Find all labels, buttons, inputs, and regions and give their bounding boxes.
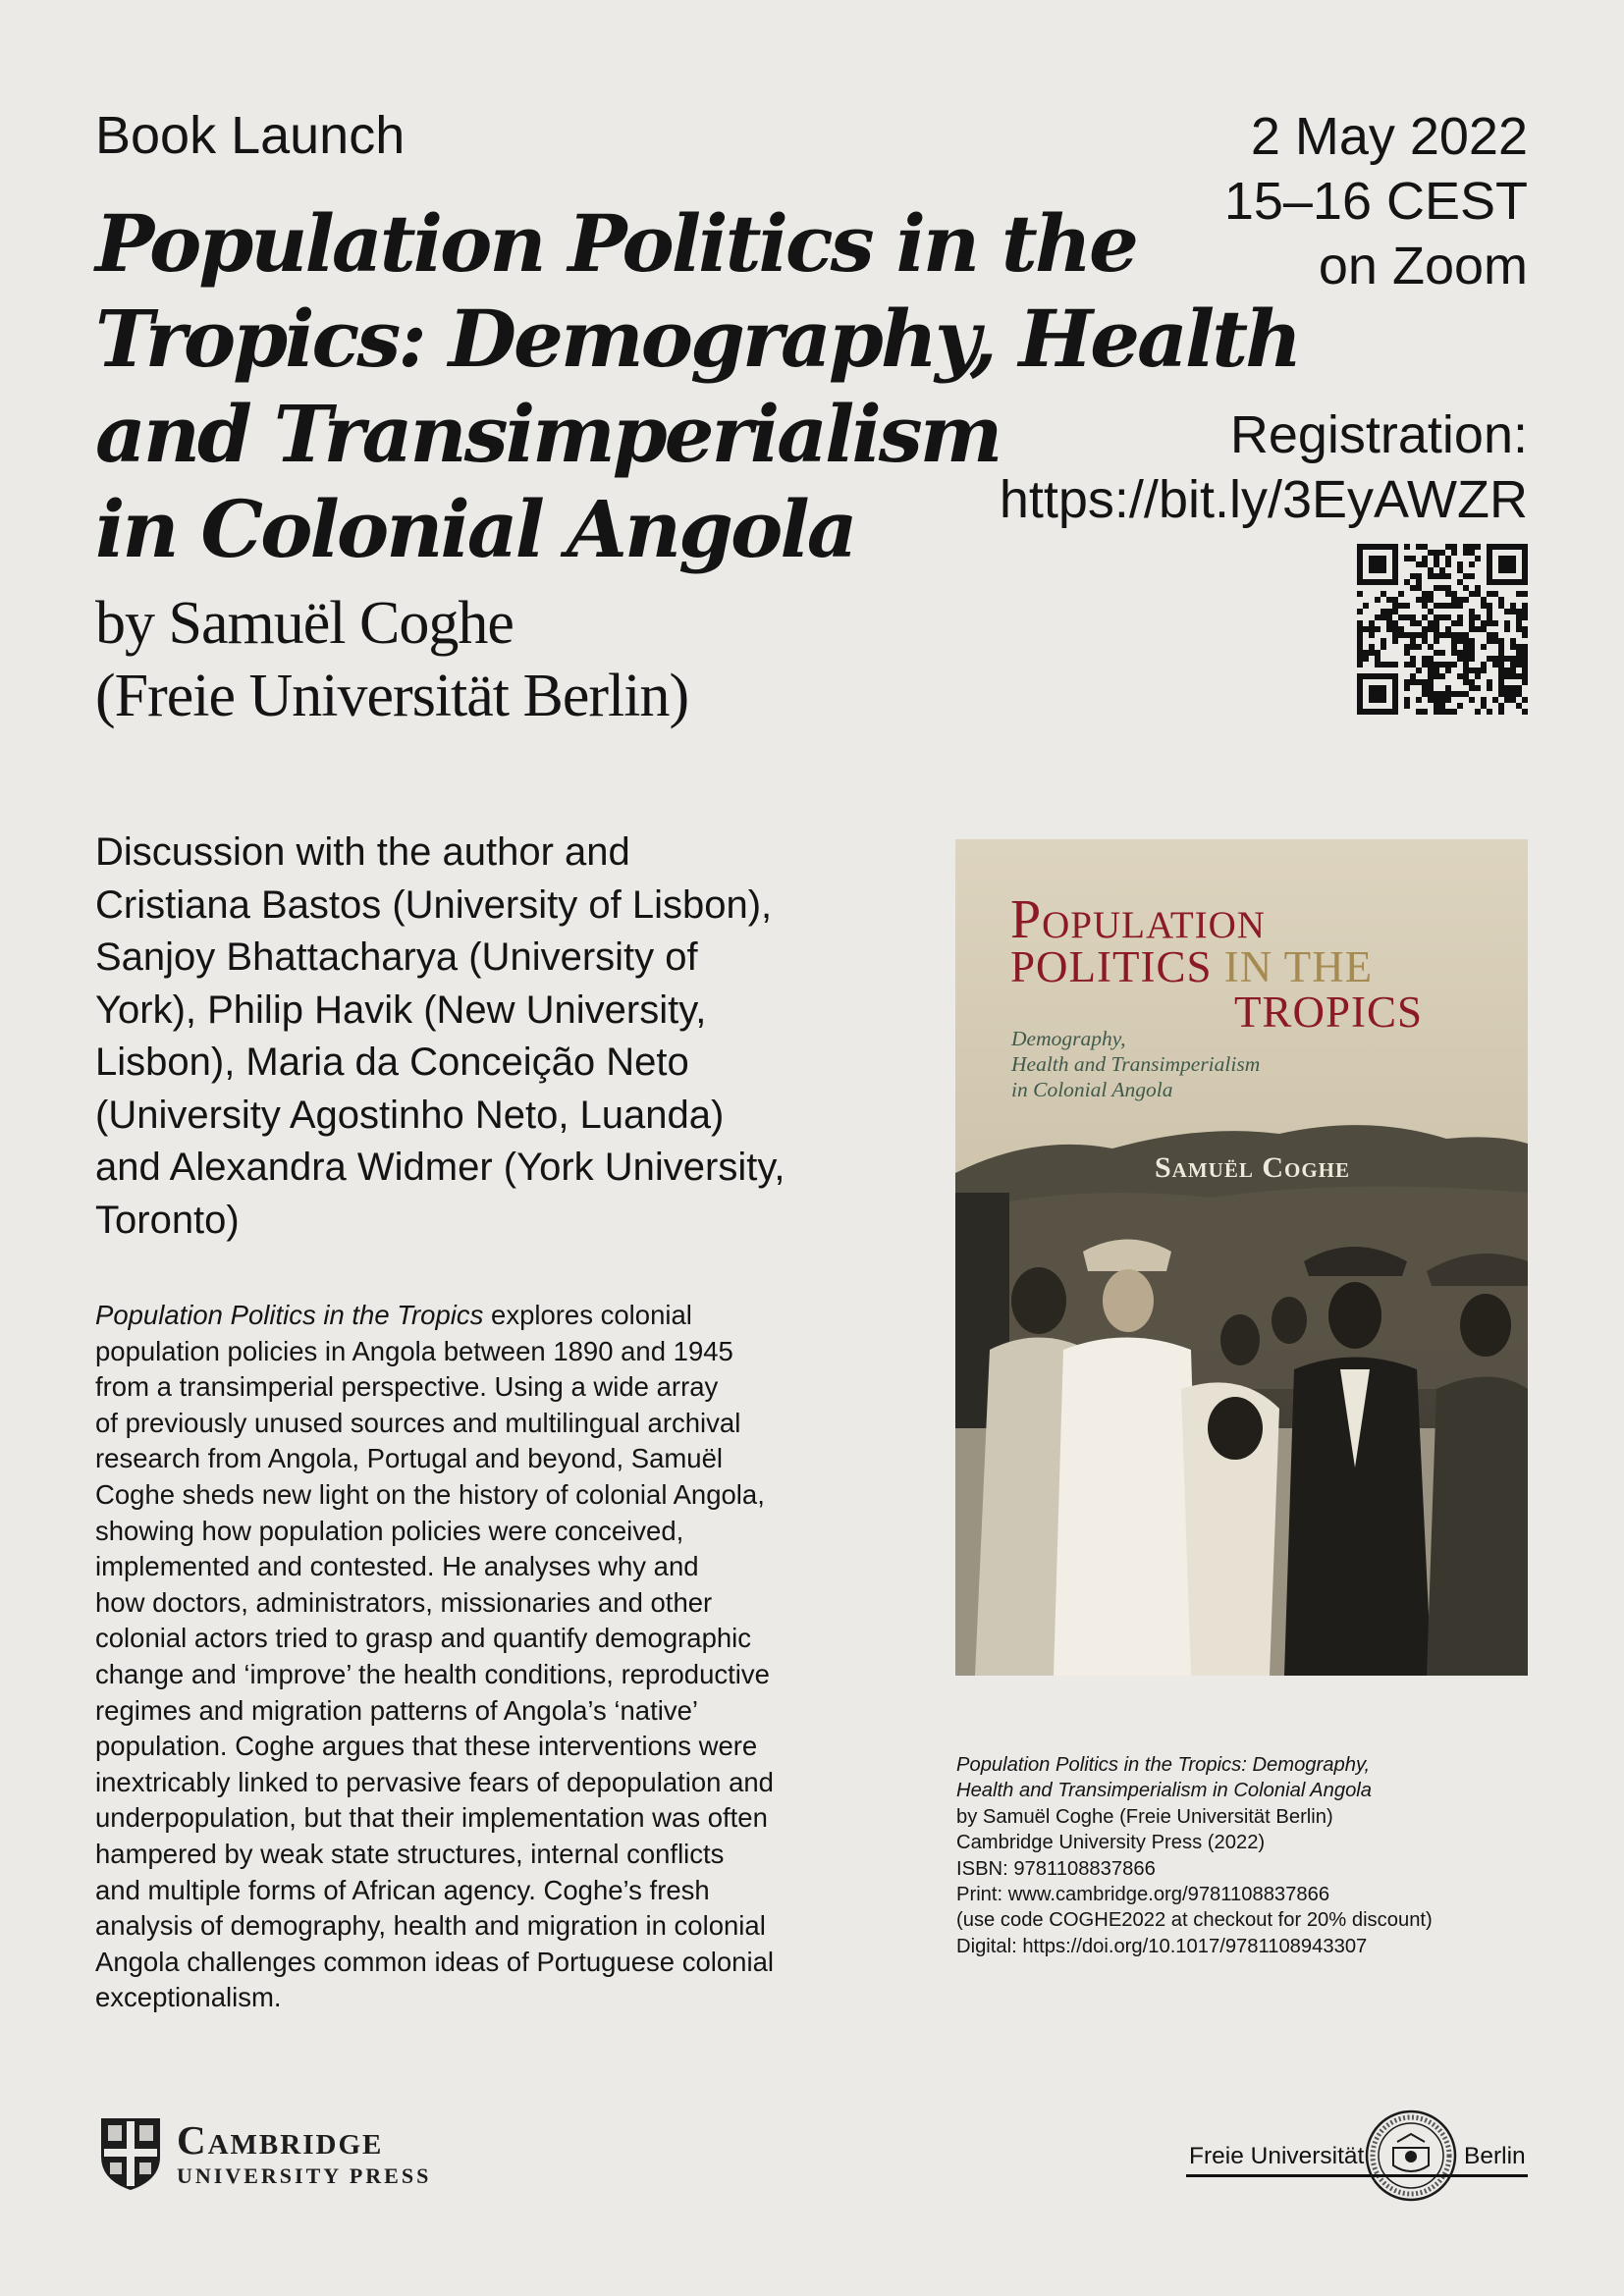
cover-title-in-the: IN THE — [1212, 942, 1374, 991]
description-line: analysis of demography, health and migration in colonial — [95, 1910, 766, 1942]
registration-link[interactable]: https://bit.ly/3EyAWZR — [999, 470, 1528, 529]
cambridge-shield-icon — [98, 2115, 163, 2192]
cover-subtitle-line: Demography, — [1011, 1027, 1126, 1050]
cover-subtitle — [1011, 1026, 1260, 1102]
discussion-line: Cristiana Bastos (University of Lisbon), — [95, 882, 773, 927]
fu-name-left: Freie Universität — [1189, 2143, 1365, 2169]
description-line: from a transimperial perspective. Using a wide array — [95, 1371, 719, 1403]
details-publisher: Cambridge University Press (2022) — [956, 1832, 1266, 1854]
description-text: explores colonial — [483, 1300, 692, 1330]
discussion-line: Toronto) — [95, 1198, 240, 1242]
cover-title-politics: POLITICS — [1010, 942, 1213, 991]
details-print-link[interactable]: Print: www.cambridge.org/9781108837866 — [956, 1884, 1330, 1906]
cover-subtitle-line: Health and Transimperialism — [1011, 1052, 1261, 1076]
book-title-line: Tropics: Demography, Health — [95, 293, 1300, 385]
book-details — [956, 1752, 1545, 1959]
book-cover — [955, 839, 1528, 1676]
description-line: exceptionalism. — [95, 1982, 282, 2013]
event-time: 15–16 CEST — [1223, 172, 1528, 231]
book-title-line: Population Politics in the — [95, 197, 1136, 290]
description-line — [95, 1298, 881, 1334]
cover-title-line-1: Population — [1010, 889, 1266, 950]
fu-name-right: Berlin — [1464, 2143, 1526, 2169]
details-title-line: Health and Transimperialism in Colonial Angola — [956, 1780, 1373, 1802]
author-affiliation: (Freie Universität Berlin) — [95, 663, 689, 729]
description-line: research from Angola, Portugal and beyond, Samuël — [95, 1443, 723, 1474]
cambridge-logo — [177, 2118, 431, 2189]
details-discount-code: (use code COGHE2022 at checkout for 20% discount) — [956, 1909, 1433, 1932]
author-name: by Samuël Coghe — [95, 590, 514, 657]
discussion-line: Discussion with the author and — [95, 830, 630, 874]
description-line: change and ‘improve’ the health conditions, reproductive — [95, 1658, 770, 1689]
cover-subtitle-line: in Colonial Angola — [1011, 1078, 1173, 1101]
description-line: showing how population policies were conceived, — [95, 1515, 684, 1546]
description-line: implemented and contested. He analyses why and — [95, 1551, 699, 1582]
discussion-line: (University Agostinho Neto, Luanda) — [95, 1093, 725, 1137]
description-line: population. Coghe argues that these interventions were — [95, 1731, 758, 1762]
description-line: regimes and migration patterns of Angola’s ‘native’ — [95, 1694, 699, 1726]
description-line: inextricably linked to pervasive fears of depopulation and — [95, 1766, 774, 1797]
details-author: by Samuël Coghe (Freie Universität Berlin) — [956, 1805, 1333, 1828]
event-type: Book Launch — [95, 106, 406, 165]
discussion-line: York), Philip Havik (New University, — [95, 988, 707, 1032]
discussion-panelists — [95, 827, 881, 1247]
fu-underline — [1186, 2174, 1528, 2177]
fu-seal-icon — [1364, 2109, 1458, 2203]
discussion-line: Sanjoy Bhattacharya (University of — [95, 935, 698, 979]
description-book-title: Population Politics in the Tropics — [95, 1300, 484, 1330]
event-venue: on Zoom — [1318, 237, 1528, 295]
details-isbn: ISBN: 9781108837866 — [956, 1857, 1156, 1880]
cambridge-subname: UNIVERSITY PRESS — [177, 2163, 432, 2188]
details-digital-link[interactable]: Digital: https://doi.org/10.1017/9781108943307 — [956, 1935, 1368, 1957]
cover-title-line-2 — [1010, 941, 1373, 992]
description-line: Coghe sheds new light on the history of colonial Angola, — [95, 1478, 765, 1510]
description-line: colonial actors tried to grasp and quantify demographic — [95, 1623, 752, 1654]
event-date: 2 May 2022 — [1250, 107, 1528, 166]
cambridge-name: Cambridge — [177, 2117, 384, 2163]
discussion-line: Lisbon), Maria da Conceição Neto — [95, 1041, 689, 1084]
details-title-line: Population Politics in the Tropics: Demography, — [956, 1754, 1371, 1776]
description-line: Angola challenges common ideas of Portuguese colonial — [95, 1946, 774, 1977]
book-author — [95, 587, 688, 732]
cover-author: Samuël Coghe — [1155, 1151, 1351, 1184]
description-line: population policies in Angola between 1890 and 1945 — [95, 1335, 733, 1366]
description-line: underpopulation, but that their implementation was often — [95, 1802, 768, 1834]
qr-code-icon[interactable] — [1357, 544, 1528, 715]
book-description — [95, 1298, 881, 2016]
description-line: hampered by weak state structures, internal conflicts — [95, 1838, 725, 1869]
discussion-line: and Alexandra Widmer (York University, — [95, 1146, 785, 1189]
description-line: and multiple forms of African agency. Coghe’s fresh — [95, 1874, 710, 1905]
registration — [1000, 402, 1528, 532]
cover-title-line-3: TROPICS — [1233, 988, 1423, 1037]
description-line: of previously unused sources and multilingual archival — [95, 1407, 741, 1438]
description-line: how doctors, administrators, missionaries and other — [95, 1586, 713, 1618]
book-title-line: and Transimperialism — [95, 388, 1001, 480]
event-when — [1224, 104, 1528, 298]
book-title-line: in Colonial Angola — [95, 483, 855, 575]
registration-label: Registration: — [1229, 405, 1528, 464]
